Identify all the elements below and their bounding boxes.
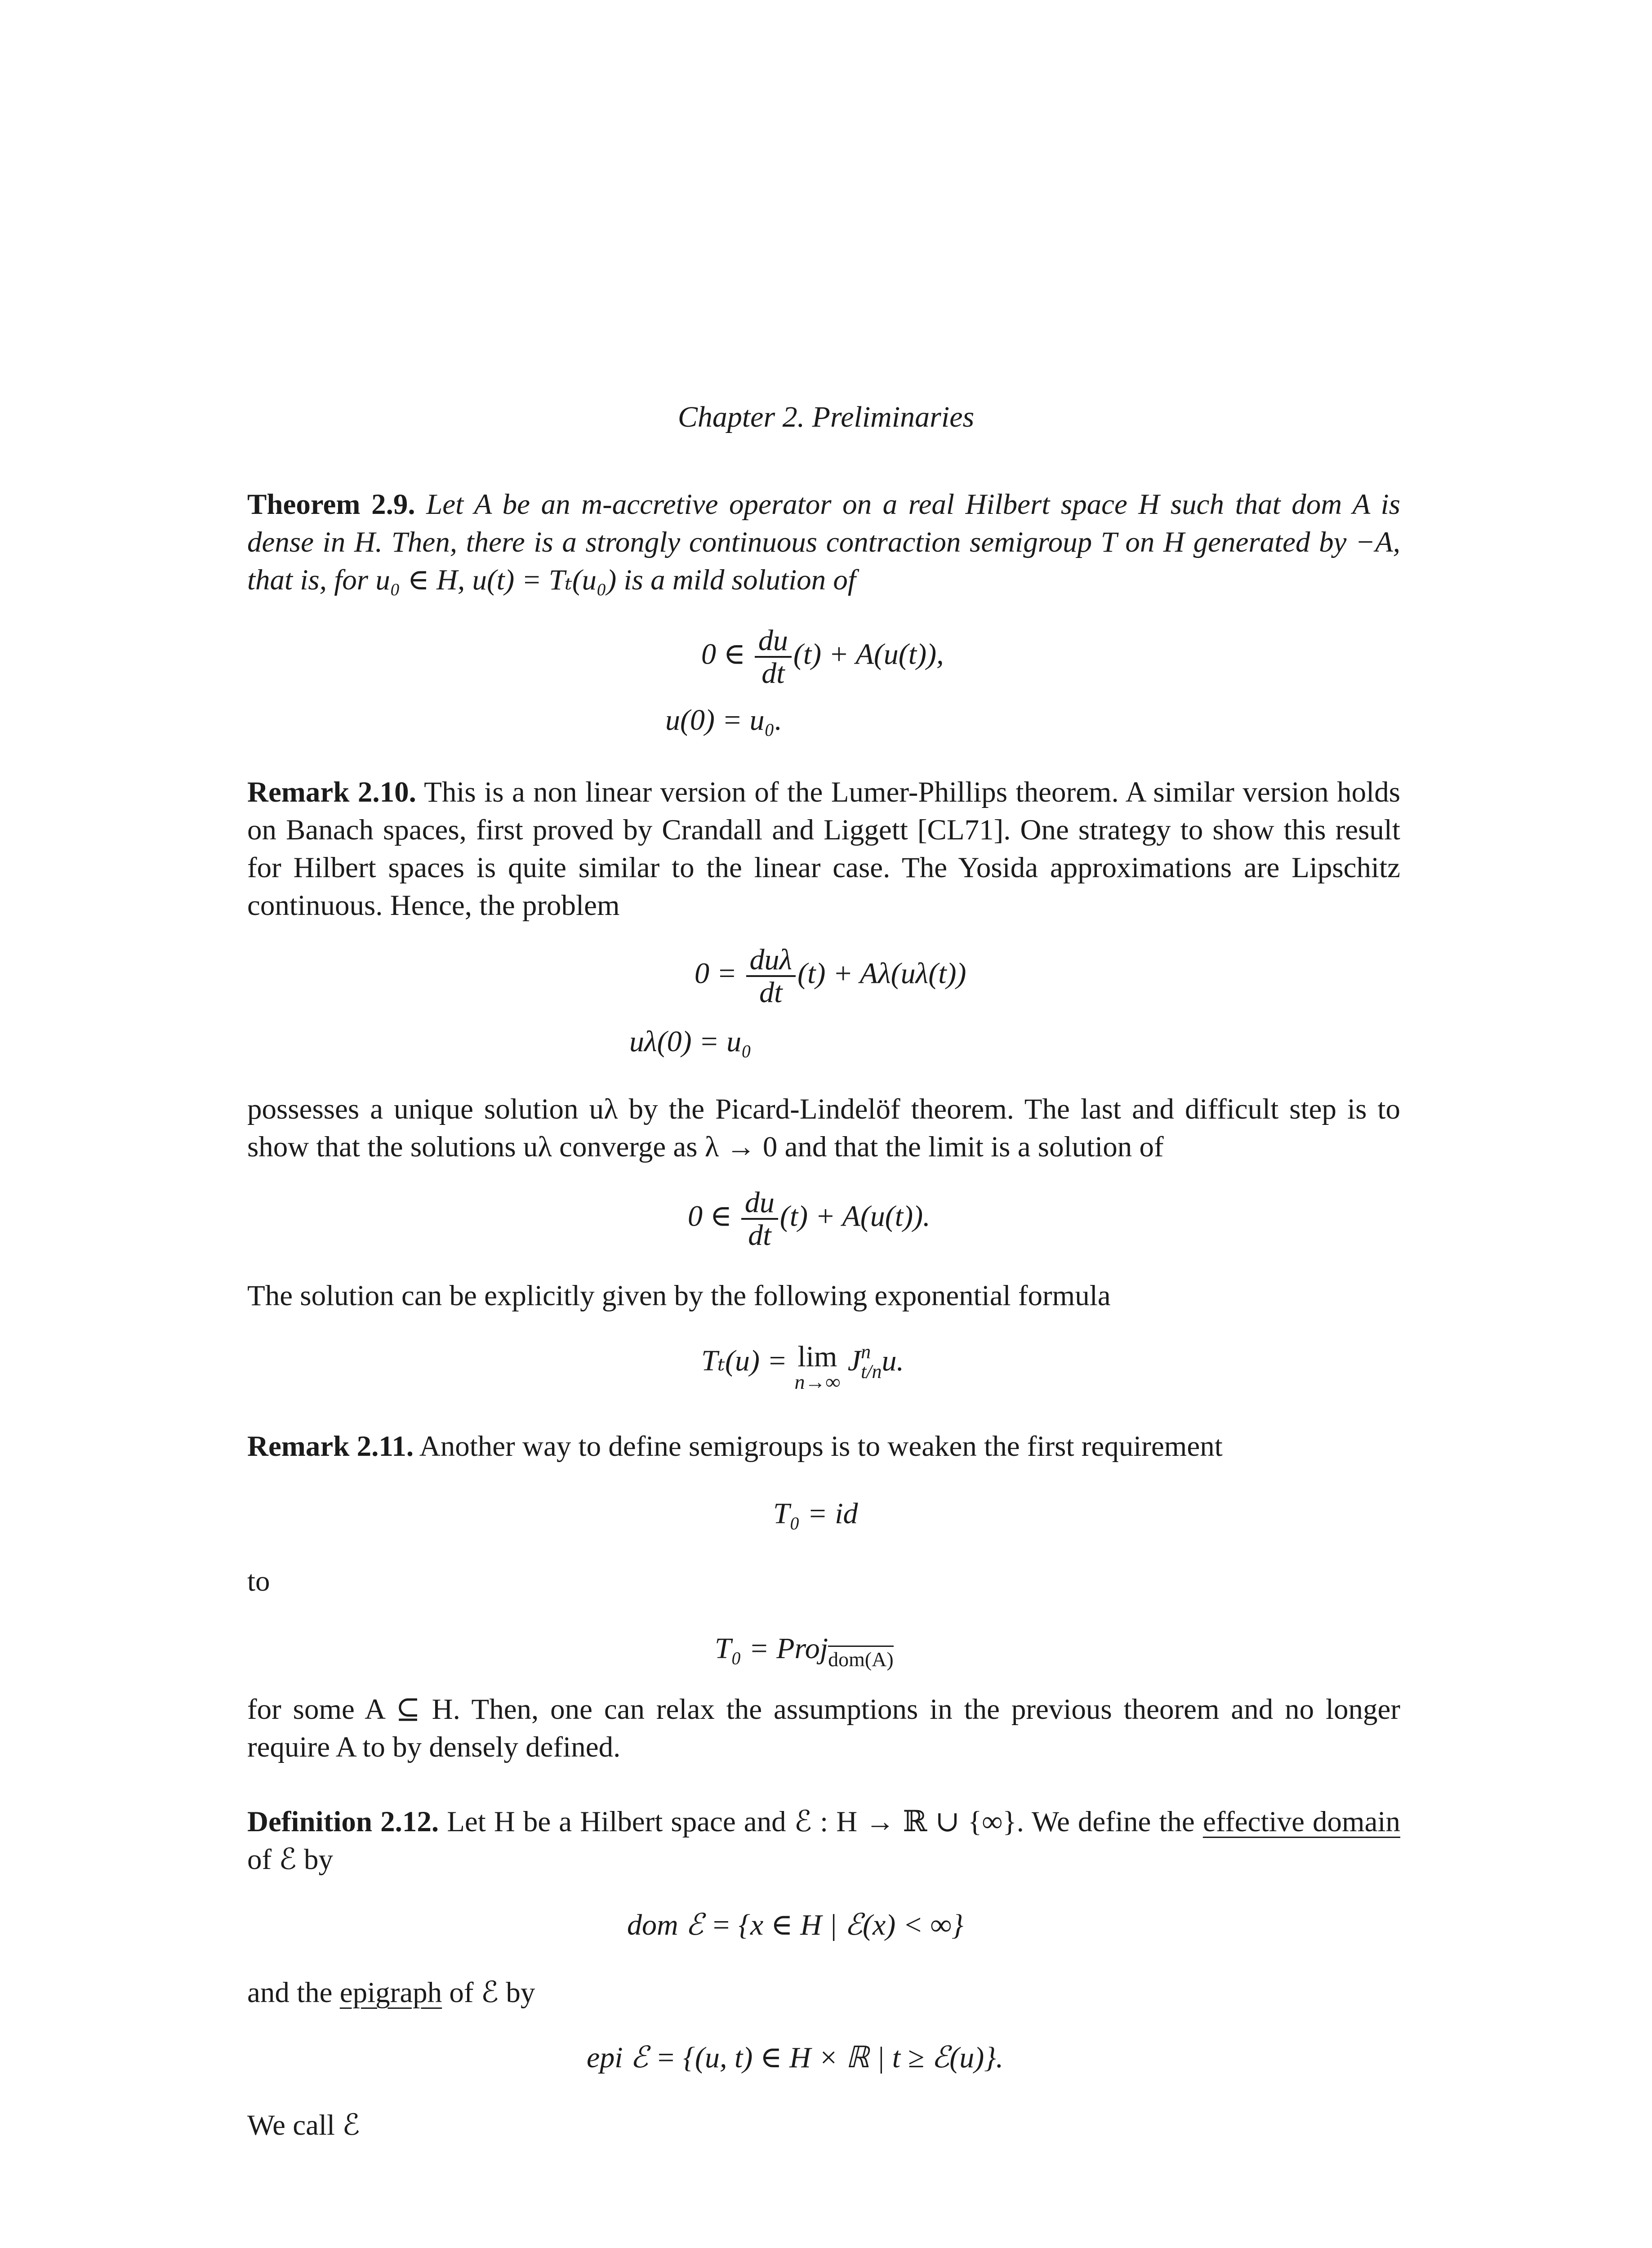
remark-eq-4 xyxy=(701,1342,904,1392)
eq-left: 0 ∈ xyxy=(688,1200,732,1233)
eq-tail: u. xyxy=(882,1344,904,1377)
fraction-numerator: duλ xyxy=(746,944,796,977)
remark-2-11 xyxy=(247,1427,1400,1465)
remark-2-11-eq-2 xyxy=(715,1630,894,1678)
limit-operator xyxy=(794,1342,840,1392)
fraction xyxy=(741,1187,778,1251)
eq-left: Tₜ(u) = xyxy=(701,1344,787,1377)
remark-2-10 xyxy=(247,773,1400,924)
remark-eq-2: uλ(0) = u₀ xyxy=(629,1025,752,1058)
theorem-text: Let A be an m-accretive operator on a real Hilbert space H such that dom A is dense in H. Then, there is a strongly continuous contraction semigroup T on H generated by −A, that is, for u₀ ∈ H, u(t) = Tₜ(u₀) is a mild solution of xyxy=(247,488,1401,596)
fraction-denominator: dt xyxy=(761,657,785,690)
remark-2-11-eq-1: T₀ = id xyxy=(773,1497,858,1530)
definition-text: of ℰ by xyxy=(449,1976,535,2009)
theorem-eq-2: u(0) = u₀. xyxy=(665,704,782,736)
eq-left: T₀ = Proj xyxy=(715,1632,828,1665)
remark-eq-3 xyxy=(688,1187,931,1251)
eq-right: (t) + Aλ(uλ(t)) xyxy=(797,957,966,990)
remark-text: This is a non linear version of the Lumer-Phillips theorem. A similar version holds on Banach spaces, first proved by Crandall and Liggett [CL71]. One strategy to show this result for Hilbert spaces is quite similar to the linear case. The Yosida approximations are Lipschitz continuous. Hence, the problem xyxy=(247,776,1401,922)
definition-text: Let H be a Hilbert space and ℰ : H → ℝ ∪ {∞}. We define the xyxy=(447,1806,1195,1838)
fraction-denominator: dt xyxy=(748,1219,771,1252)
resolvent-symbol: J xyxy=(847,1344,861,1377)
resolvent-indices xyxy=(861,1342,882,1382)
fraction-denominator: dt xyxy=(759,976,783,1009)
definition-text: and the xyxy=(247,1976,333,2009)
resolvent-superscript: n xyxy=(861,1341,871,1363)
definition-eq-2: epi ℰ = {(u, t) ∈ H × ℝ | t ≥ ℰ(u)}. xyxy=(587,2041,1004,2074)
eq-left: 0 ∈ xyxy=(701,638,746,671)
fraction-numerator: du xyxy=(755,625,792,658)
remark-label: Remark 2.10. xyxy=(247,776,416,808)
fraction xyxy=(755,625,792,689)
projection-subscript: dom(A) xyxy=(828,1646,894,1671)
definition-2-12 xyxy=(247,1803,1400,1878)
theorem-eq-1 xyxy=(701,625,944,689)
definition-text-2 xyxy=(247,1974,1400,2012)
remark-label: Remark 2.11. xyxy=(247,1430,414,1463)
remark-text-2 xyxy=(247,1090,1400,1166)
limit-subscript: n→∞ xyxy=(794,1370,841,1393)
remark-2-11-text-2 xyxy=(247,1690,1400,1766)
definition-text: of ℰ by xyxy=(247,1843,334,1876)
term-effective-domain: effective domain xyxy=(1202,1806,1401,1838)
remark-text: Another way to define semigroups is to weaken the first requirement xyxy=(419,1430,1223,1463)
theorem-2-9 xyxy=(247,486,1400,599)
remark-paragraph: The solution can be explicitly given by the following exponential formula xyxy=(247,1280,1111,1312)
remark-paragraph: for some A ⊆ H. Then, one can relax the assumptions in the previous theorem and no longer require A to by densely defined. xyxy=(247,1693,1400,1763)
limit-word: lim xyxy=(797,1340,837,1373)
eq-right: (t) + A(u(t)). xyxy=(779,1200,931,1233)
definition-text: We call ℰ xyxy=(247,2109,360,2141)
running-header: Chapter 2. Preliminaries xyxy=(677,401,975,433)
definition-text-3 xyxy=(247,2106,1400,2144)
eq-right: (t) + A(u(t)), xyxy=(793,638,944,671)
remark-2-11-to xyxy=(247,1562,1400,1600)
eq-left: 0 = xyxy=(695,957,737,990)
remark-text-3 xyxy=(247,1277,1400,1315)
fraction-numerator: du xyxy=(741,1187,778,1220)
definition-label: Definition 2.12. xyxy=(247,1806,439,1838)
fraction xyxy=(746,944,796,1008)
resolvent-subscript: t/n xyxy=(861,1360,882,1383)
remark-eq-1 xyxy=(695,944,966,1008)
remark-paragraph: possesses a unique solution uλ by the Picard-Lindelöf theorem. The last and difficult step is to show that the solutions uλ converge as λ → 0 and that the limit is a solution of xyxy=(247,1093,1400,1163)
term-epigraph: epigraph xyxy=(339,1976,442,2009)
definition-eq-1: dom ℰ = {x ∈ H | ℰ(x) < ∞} xyxy=(627,1909,964,1941)
remark-paragraph: to xyxy=(247,1565,270,1597)
theorem-label: Theorem 2.9. xyxy=(247,488,415,521)
